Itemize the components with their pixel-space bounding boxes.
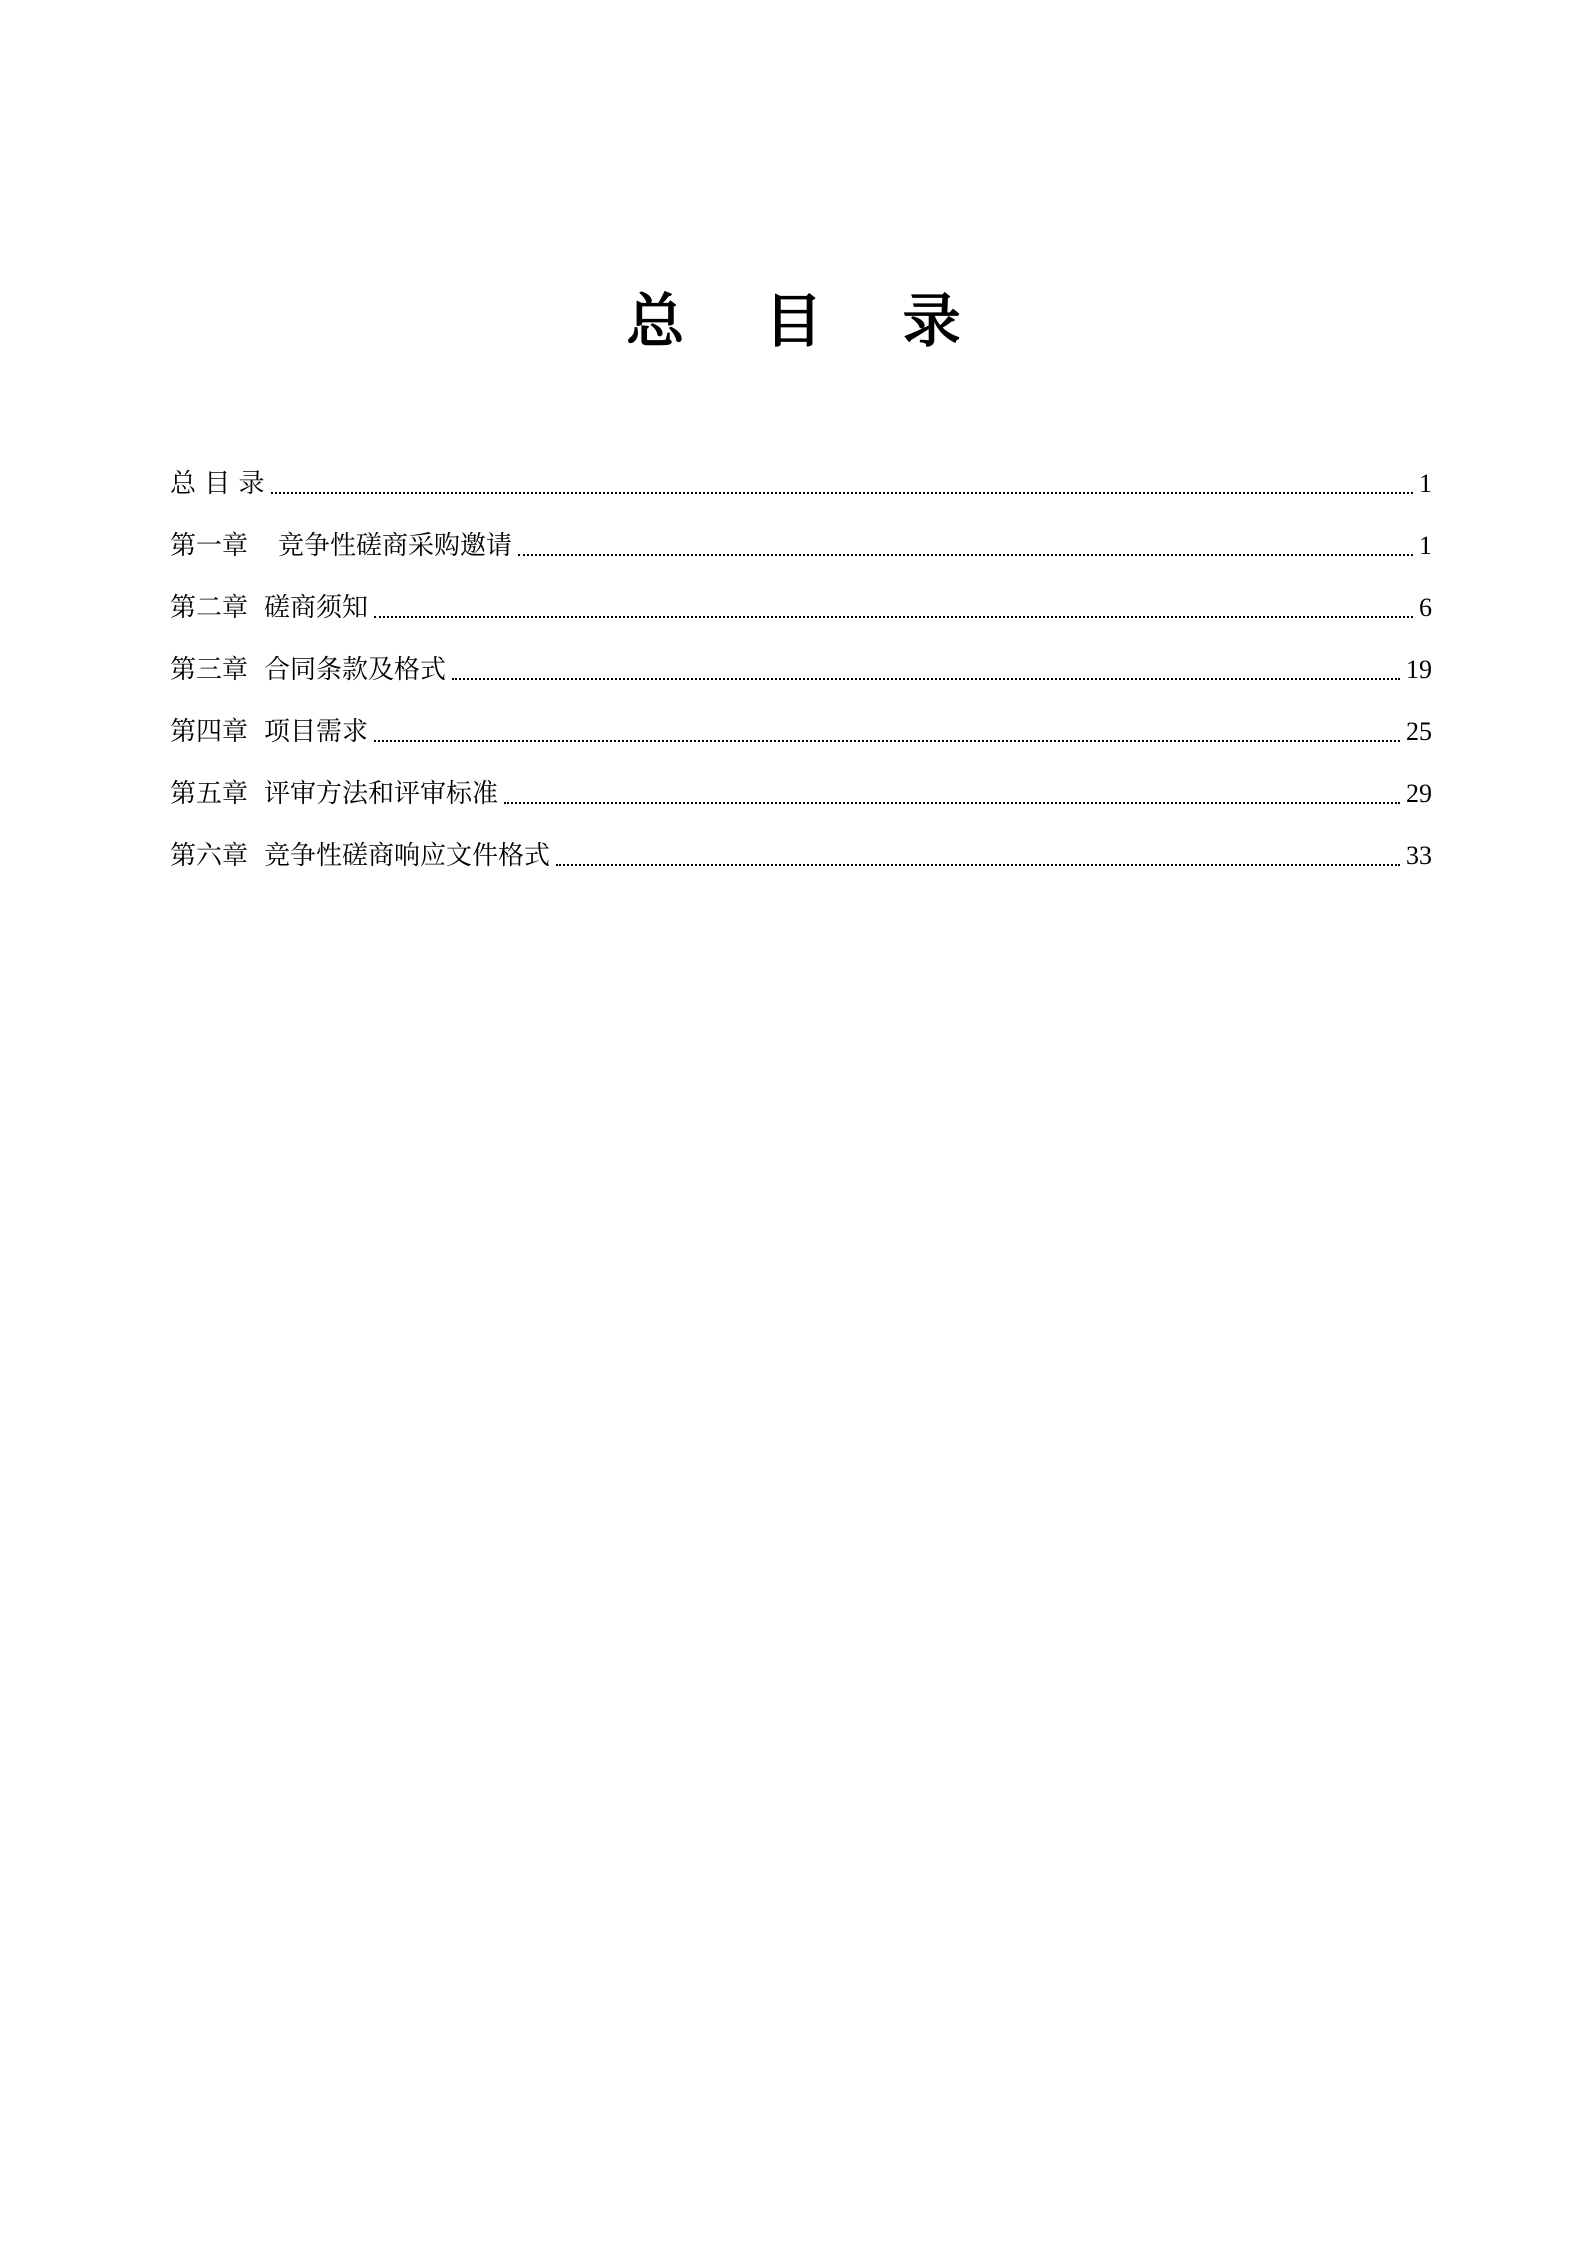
toc-chapter-title: 竞争性磋商采购邀请 (278, 531, 513, 561)
toc-dot-leader (271, 492, 1413, 494)
toc-dot-leader (452, 678, 1400, 680)
toc-chapter-label: 第六章 (170, 841, 249, 871)
toc-page-number: 19 (1406, 655, 1432, 684)
toc-chapter-title: 竞争性磋商响应文件格式 (264, 841, 551, 871)
toc-chapter-label: 第四章 (170, 717, 249, 747)
toc-chapter-label: 第二章 (170, 593, 249, 623)
toc-page-number: 1 (1419, 531, 1432, 560)
toc-chapter-title: 磋商须知 (264, 593, 369, 623)
toc-chapter-title: 评审方法和评审标准 (264, 779, 499, 809)
toc-entry-chapter-3[interactable] (170, 626, 1432, 688)
toc-chapter-label: 第五章 (170, 779, 249, 809)
toc-dot-leader (374, 616, 1413, 618)
toc-entry-chapter-2[interactable] (170, 564, 1432, 626)
toc-entry-contents[interactable] (170, 440, 1432, 502)
table-of-contents (170, 440, 1432, 874)
toc-dot-leader (518, 554, 1413, 556)
toc-page-number: 6 (1419, 593, 1432, 622)
toc-page-number: 33 (1406, 841, 1432, 870)
toc-dot-leader (374, 740, 1400, 742)
toc-chapter-title: 合同条款及格式 (264, 655, 447, 685)
toc-page-number: 25 (1406, 717, 1432, 746)
toc-entry-label: 总 目 录 (170, 469, 265, 499)
toc-entry-chapter-1[interactable] (170, 502, 1432, 564)
toc-dot-leader (556, 864, 1400, 866)
toc-dot-leader (504, 802, 1400, 804)
toc-entry-chapter-6[interactable] (170, 812, 1432, 874)
toc-entry-chapter-4[interactable] (170, 688, 1432, 750)
toc-page-number: 1 (1419, 469, 1432, 498)
page-title: 总 目 录 (626, 287, 991, 355)
toc-chapter-title: 项目需求 (264, 717, 369, 747)
toc-chapter-label: 第三章 (170, 655, 249, 685)
toc-chapter-label: 第一章 (170, 531, 249, 561)
toc-entry-chapter-5[interactable] (170, 750, 1432, 812)
toc-page-number: 29 (1406, 779, 1432, 808)
